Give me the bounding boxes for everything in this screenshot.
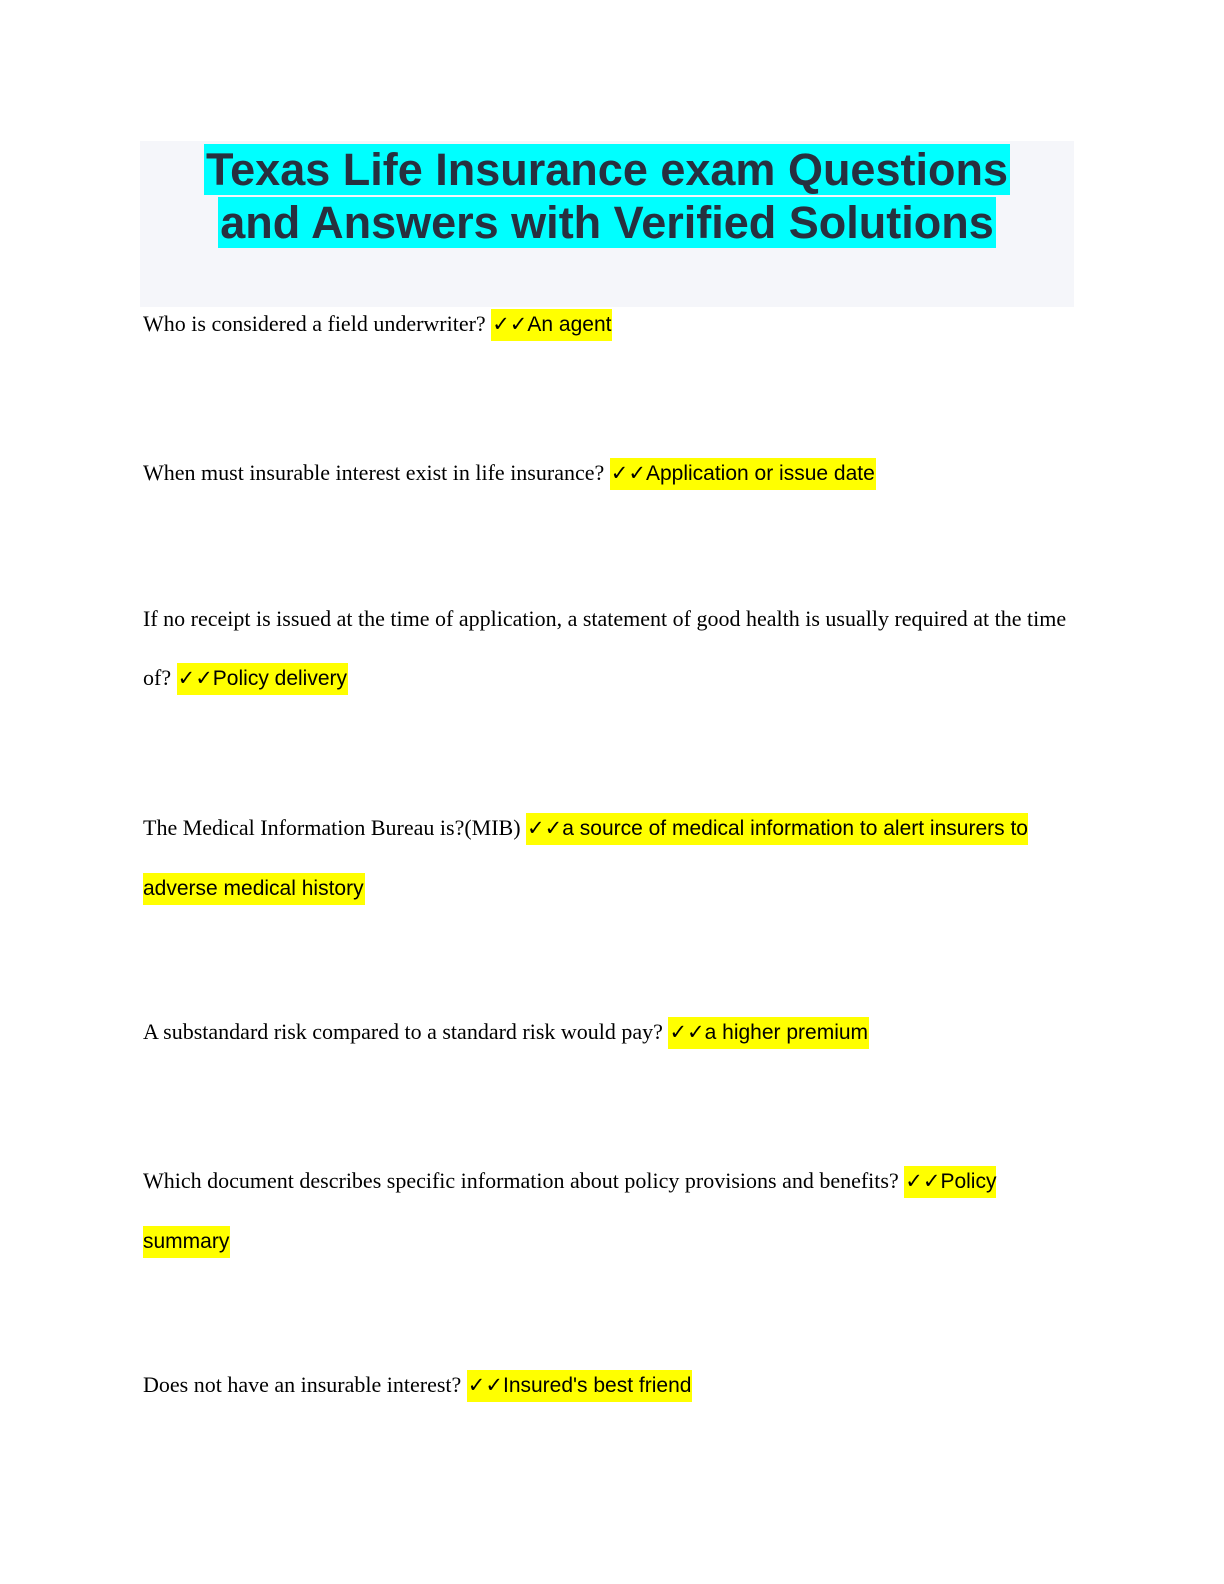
qa-item-5: [143, 1002, 1078, 1062]
answer-text: Policy summary: [143, 1170, 997, 1253]
title-line-1: Texas Life Insurance exam Questions: [206, 144, 1008, 195]
title-line-2: and Answers with Verified Solutions: [220, 197, 994, 248]
check-mark-icon: ✓✓: [610, 461, 646, 485]
qa-item-6: [143, 1151, 1078, 1271]
question-text: When must insurable interest exist in life insurance?: [143, 460, 605, 485]
title-block: [140, 141, 1074, 307]
question-text: Which document describes specific information about policy provisions and benefits?: [143, 1168, 899, 1193]
answer-highlight: [491, 309, 612, 341]
question-text: Who is considered a field underwriter?: [143, 311, 486, 336]
question-text: The Medical Information Bureau is?(MIB): [143, 815, 521, 840]
answer-highlight: [610, 458, 876, 490]
answer-text: An agent: [527, 313, 612, 336]
answer-text: Insured's best friend: [502, 1374, 692, 1397]
answer-highlight: [668, 1017, 869, 1049]
answer-text: Application or issue date: [645, 462, 875, 485]
answer-highlight: [467, 1370, 693, 1402]
question-text: Does not have an insurable interest?: [143, 1372, 462, 1397]
document-title: [140, 143, 1074, 249]
answer-text: a higher premium: [704, 1021, 869, 1044]
check-mark-icon: ✓✓: [527, 816, 563, 840]
question-text: If no receipt is issued at the time of application, a statement of good health is usually required at the time of?: [143, 606, 1067, 690]
check-mark-icon: ✓✓: [492, 312, 528, 336]
qa-item-7: [143, 1355, 1078, 1415]
check-mark-icon: ✓✓: [467, 1373, 503, 1397]
question-text: A substandard risk compared to a standard risk would pay?: [143, 1019, 663, 1044]
check-mark-icon: ✓✓: [669, 1020, 705, 1044]
qa-item-4: [143, 798, 1078, 918]
check-mark-icon: ✓✓: [177, 666, 213, 690]
answer-highlight: [177, 663, 348, 695]
answer-text: a source of medical information to alert insurers to adverse medical history: [143, 817, 1028, 900]
check-mark-icon: ✓✓: [905, 1169, 941, 1193]
answer-text: Policy delivery: [212, 667, 348, 690]
qa-item-3: [143, 589, 1078, 708]
qa-item-2: [143, 443, 1078, 503]
qa-item-1: [143, 294, 1078, 354]
